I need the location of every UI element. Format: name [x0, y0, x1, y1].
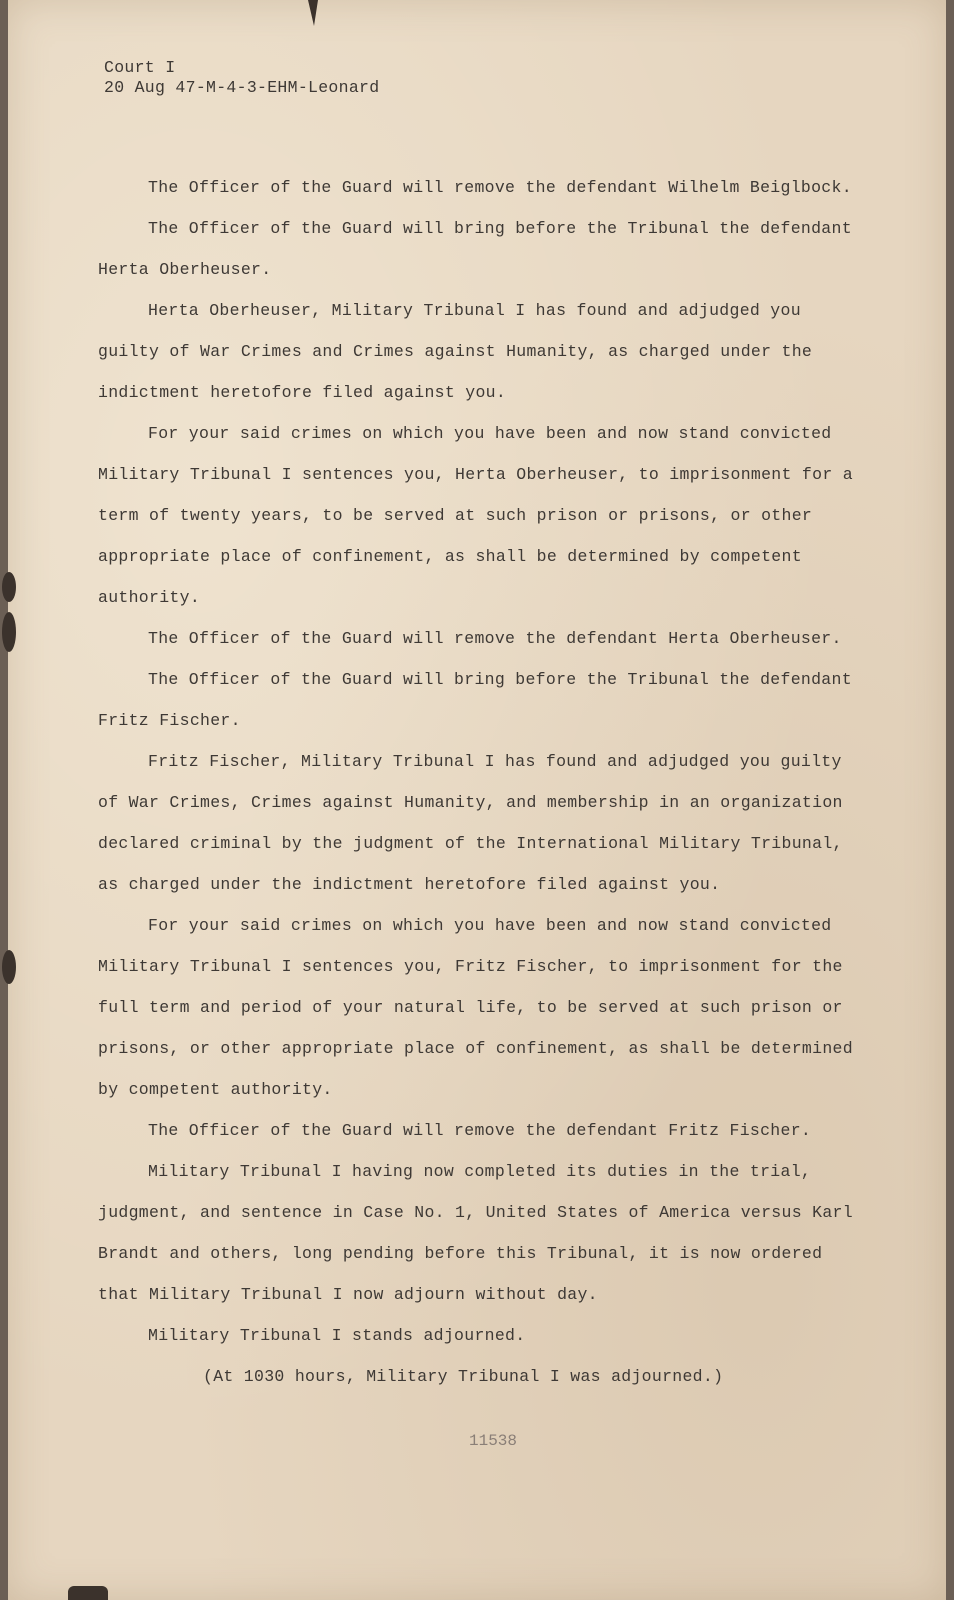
court-label: Court I: [104, 58, 176, 77]
paper-damage: [68, 1586, 108, 1600]
document-body: [98, 167, 858, 1397]
paragraph: Fritz Fischer, Military Tribunal I has found and adjudged you guilty of War Crimes, Crimes against Humanity, and membership in an organization declared criminal by the judgment of the International Military Tribunal, as charged under the indictment heretofore filed against you.: [98, 752, 843, 894]
document-header: [104, 58, 379, 98]
paragraph: Military Tribunal I having now completed its duties in the trial, judgment, and sentence in Case No. 1, United States of America versus Karl Brandt and others, long pending before this Tribunal, it is now ordered that Military Tribunal I now adjourn without day.: [98, 1162, 853, 1304]
paragraph: The Officer of the Guard will remove the defendant Wilhelm Beiglbock.: [148, 178, 852, 197]
paragraph: The Officer of the Guard will remove the defendant Fritz Fischer.: [148, 1121, 812, 1140]
paragraph: For your said crimes on which you have been and now stand convicted Military Tribunal I sentences you, Fritz Fischer, to imprisonment for the full term and period of your natural life, to be served at such prison or prisons, or other appropriate place of confinement, as shall be determined by competent authority.: [98, 916, 853, 1099]
paper-damage: [2, 612, 16, 652]
paper-tear: [308, 0, 318, 26]
paper-damage: [2, 950, 16, 984]
paragraph: The Officer of the Guard will bring before the Tribunal the defendant Fritz Fischer.: [98, 670, 852, 730]
document-page: [8, 0, 946, 1600]
paragraph: For your said crimes on which you have been and now stand convicted Military Tribunal I sentences you, Herta Oberheuser, to imprisonment for a term of twenty years, to be served at such prison or prisons, or other appropriate place of confinement, as shall be determined by competent authority.: [98, 424, 853, 607]
paragraph: The Officer of the Guard will remove the defendant Herta Oberheuser.: [148, 629, 842, 648]
paragraph: Herta Oberheuser, Military Tribunal I has found and adjudged you guilty of War Crimes and Crimes against Humanity, as charged under the indictment heretofore filed against you.: [98, 301, 813, 402]
closing-note: (At 1030 hours, Military Tribunal I was adjourned.): [203, 1367, 724, 1386]
paragraph: Military Tribunal I stands adjourned.: [148, 1326, 526, 1345]
session-reference: 20 Aug 47-M-4-3-EHM-Leonard: [104, 78, 380, 97]
page-number: 11538: [468, 1432, 517, 1450]
paragraph: The Officer of the Guard will bring before the Tribunal the defendant Herta Oberheuser.: [98, 219, 852, 279]
paper-damage: [2, 572, 16, 602]
